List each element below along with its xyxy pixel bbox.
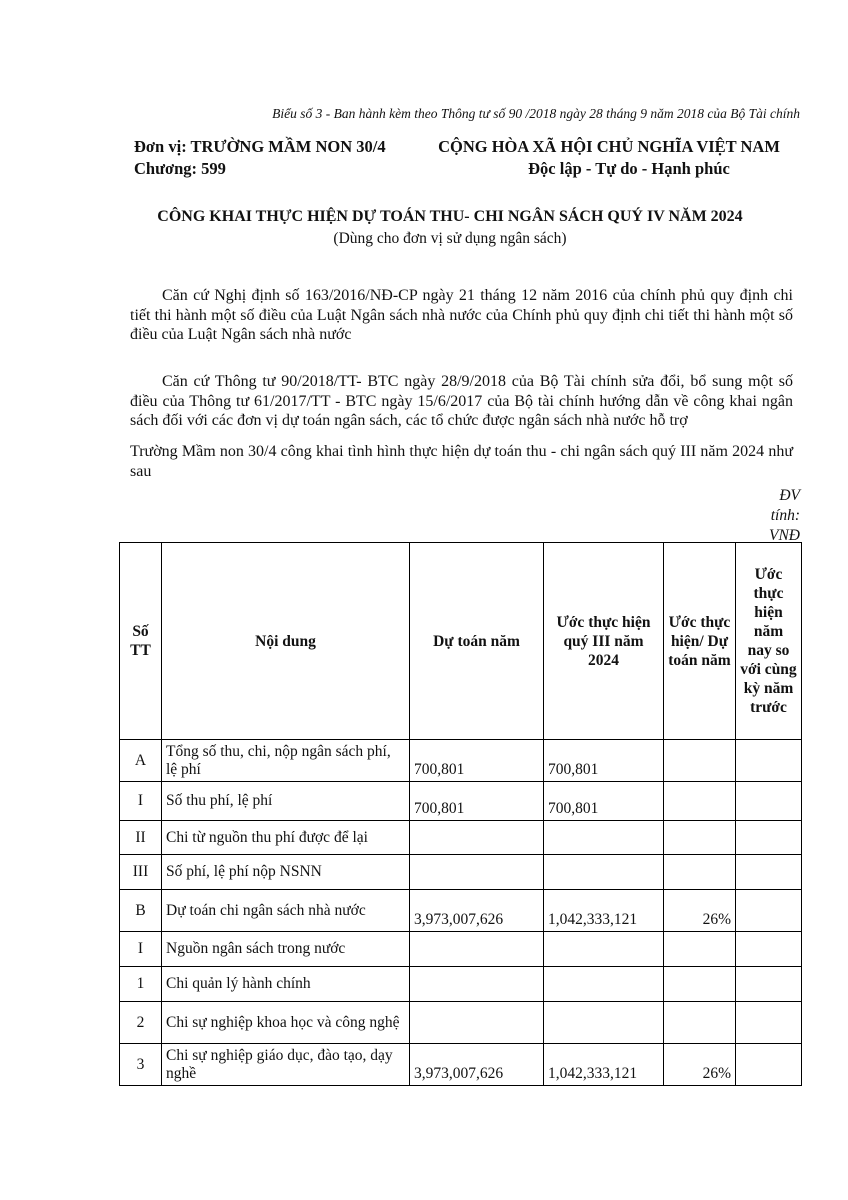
cell-compare: [736, 967, 802, 1002]
cell-q3: [544, 967, 664, 1002]
cell-ratio: 26%: [664, 1044, 736, 1086]
cell-estimate: 3,973,007,626: [410, 1044, 544, 1086]
form-note: Biểu số 3 - Ban hành kèm theo Thông tư số 90 /2018 ngày 28 tháng 9 năm 2018 của Bộ Tài chính: [272, 106, 800, 121]
cell-content: Chi sự nghiệp giáo dục, đào tạo, dạy nghề: [162, 1044, 410, 1086]
cell-estimate: [410, 967, 544, 1002]
cell-ratio: [664, 855, 736, 890]
cell-ratio: [664, 782, 736, 821]
cell-content: Nguồn ngân sách trong nước: [162, 932, 410, 967]
unit-label-line: VNĐ: [769, 527, 800, 544]
header-estimate: Dự toán năm: [410, 543, 544, 740]
cell-stt: I: [120, 782, 162, 821]
cell-compare: [736, 821, 802, 855]
cell-estimate: [410, 932, 544, 967]
cell-compare: [736, 740, 802, 782]
paragraph-text: Trường Mầm non 30/4 công khai tình hình thực hiện dự toán thu - chi ngân sách quý III năm 2024 như sau: [130, 443, 793, 480]
table-header-row: [120, 543, 802, 740]
cell-stt: I: [120, 932, 162, 967]
cell-stt: B: [120, 890, 162, 932]
header-q3: Ước thực hiện quý III năm 2024: [544, 543, 664, 740]
cell-q3: 700,801: [544, 740, 664, 782]
cell-q3: 1,042,333,121: [544, 890, 664, 932]
cell-compare: [736, 932, 802, 967]
cell-estimate: [410, 855, 544, 890]
cell-estimate: [410, 1002, 544, 1044]
paragraph-legal-basis-1: [130, 286, 793, 345]
cell-ratio: [664, 967, 736, 1002]
cell-compare: [736, 855, 802, 890]
cell-content: Dự toán chi ngân sách nhà nước: [162, 890, 410, 932]
header-content: Nội dung: [162, 543, 410, 740]
nation-name: CỘNG HÒA XÃ HỘI CHỦ NGHĨA VIỆT NAM: [438, 137, 780, 156]
cell-compare: [736, 890, 802, 932]
cell-content: Số phí, lệ phí nộp NSNN: [162, 855, 410, 890]
cell-ratio: [664, 1002, 736, 1044]
cell-q3: 700,801: [544, 782, 664, 821]
table-row: [120, 932, 802, 967]
paragraph-text: Căn cứ Thông tư 90/2018/TT- BTC ngày 28/9/2018 của Bộ Tài chính sửa đổi, bổ sung một số điều của Thông tư 61/2017/TT - BTC ngày 15/6/2017 của Bộ tài chính hướng dẫn về công khai ngân sách đối với các đơn vị dự toán ngân sách, các tổ chức được ngân sách nhà nước hỗ trợ: [130, 373, 793, 429]
unit-label-line: tính:: [770, 507, 800, 524]
cell-q3: 1,042,333,121: [544, 1044, 664, 1086]
cell-stt: II: [120, 821, 162, 855]
table-row: [120, 821, 802, 855]
table-row: [120, 1002, 802, 1044]
table-row: [120, 855, 802, 890]
unit-header: [134, 136, 386, 180]
cell-q3: [544, 1002, 664, 1044]
unit-label: [740, 486, 800, 546]
cell-stt: III: [120, 855, 162, 890]
cell-content: Chi quản lý hành chính: [162, 967, 410, 1002]
cell-stt: 1: [120, 967, 162, 1002]
cell-content: Chi từ nguồn thu phí được để lại: [162, 821, 410, 855]
paragraph-legal-basis-2: [130, 372, 793, 431]
table-row: [120, 890, 802, 932]
cell-stt: 3: [120, 1044, 162, 1086]
table-row: [120, 782, 802, 821]
cell-q3: [544, 821, 664, 855]
cell-compare: [736, 1044, 802, 1086]
cell-content: Tổng số thu, chi, nộp ngân sách phí, lệ phí: [162, 740, 410, 782]
header-stt: Số TT: [120, 543, 162, 740]
paragraph-text: Căn cứ Nghị định số 163/2016/NĐ-CP ngày 21 tháng 12 năm 2016 của chính phủ quy định chi tiết thi hành một số điều của Luật Ngân sách nhà nước của Chính phủ quy định chi tiết thi hành một số điều của Luật Ngân sách nhà nước: [130, 287, 793, 343]
cell-content: Chi sự nghiệp khoa học và công nghệ: [162, 1002, 410, 1044]
nation-header: [428, 136, 790, 180]
header-ratio: Ước thực hiện/ Dự toán năm: [664, 543, 736, 740]
paragraph-intro: [130, 442, 793, 481]
cell-ratio: 26%: [664, 890, 736, 932]
unit-name: Đơn vị: TRƯỜNG MẦM NON 30/4: [134, 137, 386, 156]
chapter: Chương: 599: [134, 159, 226, 178]
document-title: CÔNG KHAI THỰC HIỆN DỰ TOÁN THU- CHI NGÂN SÁCH QUÝ IV NĂM 2024: [157, 208, 743, 225]
table-row: [120, 740, 802, 782]
cell-q3: [544, 932, 664, 967]
cell-estimate: 700,801: [410, 740, 544, 782]
cell-ratio: [664, 821, 736, 855]
cell-estimate: 700,801: [410, 782, 544, 821]
unit-label-line: ĐV: [779, 487, 800, 504]
header-compare: Ước thực hiện năm nay so với cùng kỳ năm trước: [736, 543, 802, 740]
cell-estimate: 3,973,007,626: [410, 890, 544, 932]
cell-compare: [736, 1002, 802, 1044]
cell-stt: 2: [120, 1002, 162, 1044]
cell-ratio: [664, 740, 736, 782]
cell-ratio: [664, 932, 736, 967]
cell-stt: A: [120, 740, 162, 782]
cell-content: Số thu phí, lệ phí: [162, 782, 410, 821]
budget-table: [119, 542, 802, 1086]
cell-q3: [544, 855, 664, 890]
cell-compare: [736, 782, 802, 821]
document-subtitle: (Dùng cho đơn vị sử dụng ngân sách): [333, 230, 567, 247]
motto: Độc lập - Tự do - Hạnh phúc: [528, 159, 730, 178]
table-row: [120, 1044, 802, 1086]
table-row: [120, 967, 802, 1002]
cell-estimate: [410, 821, 544, 855]
